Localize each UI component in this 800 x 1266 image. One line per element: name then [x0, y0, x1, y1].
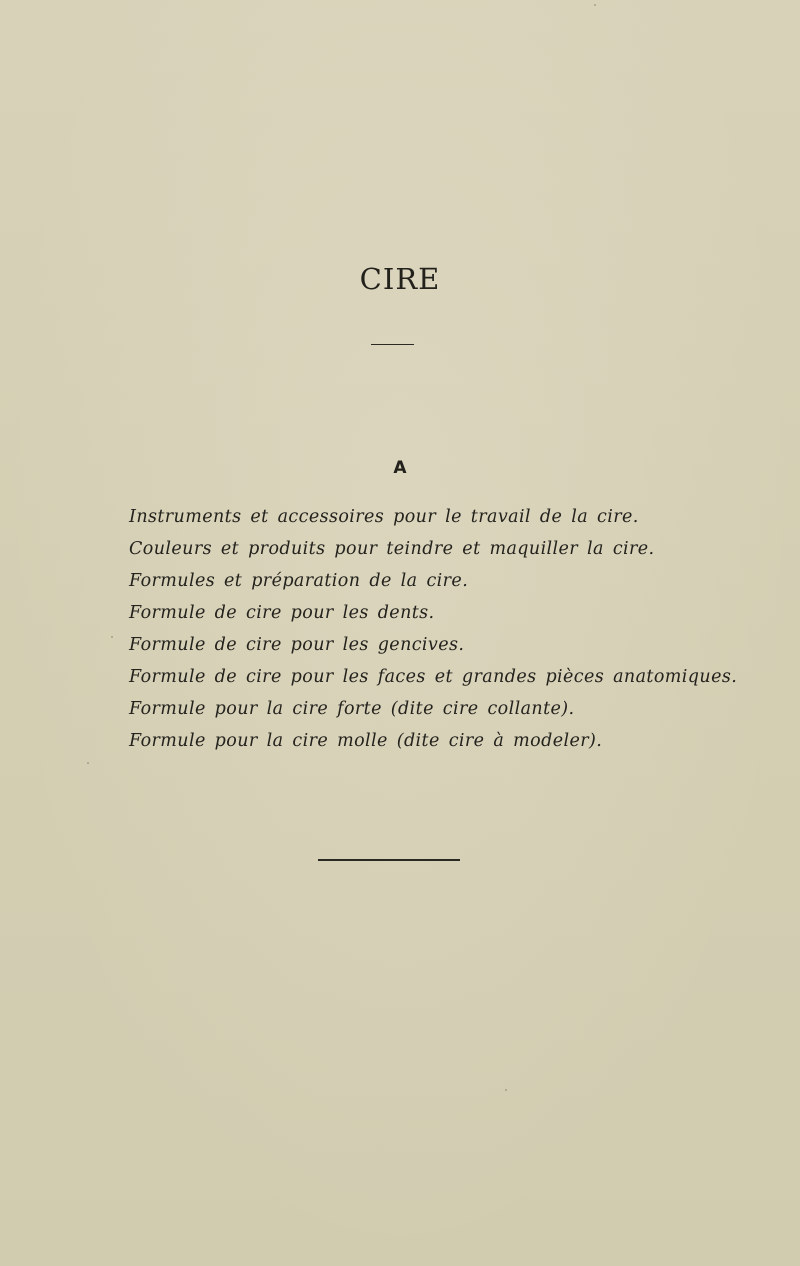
- contents-list: [129, 503, 737, 759]
- section-letter: A: [393, 458, 407, 478]
- paper-speck: [111, 636, 113, 638]
- end-divider: [318, 859, 460, 861]
- list-item: Formule pour la cire forte (dite cire collante).: [129, 699, 575, 719]
- paper-speck: [505, 1089, 507, 1091]
- list-item: Formule de cire pour les gencives.: [129, 635, 465, 655]
- list-item: Couleurs et produits pour teindre et maquiller la cire.: [129, 539, 655, 559]
- list-item: Formule pour la cire molle (dite cire à modeler).: [129, 731, 603, 751]
- title-divider: [371, 344, 414, 345]
- page-title: CIRE: [359, 262, 441, 296]
- list-item: Formule de cire pour les dents.: [129, 603, 435, 623]
- list-item: Formules et préparation de la cire.: [129, 571, 469, 591]
- paper-speck: [87, 762, 89, 764]
- list-item: Formule de cire pour les faces et grandes pièces anatomiques.: [129, 667, 738, 687]
- paper-speck: [594, 4, 596, 6]
- list-item: Instruments et accessoires pour le travail de la cire.: [129, 507, 639, 527]
